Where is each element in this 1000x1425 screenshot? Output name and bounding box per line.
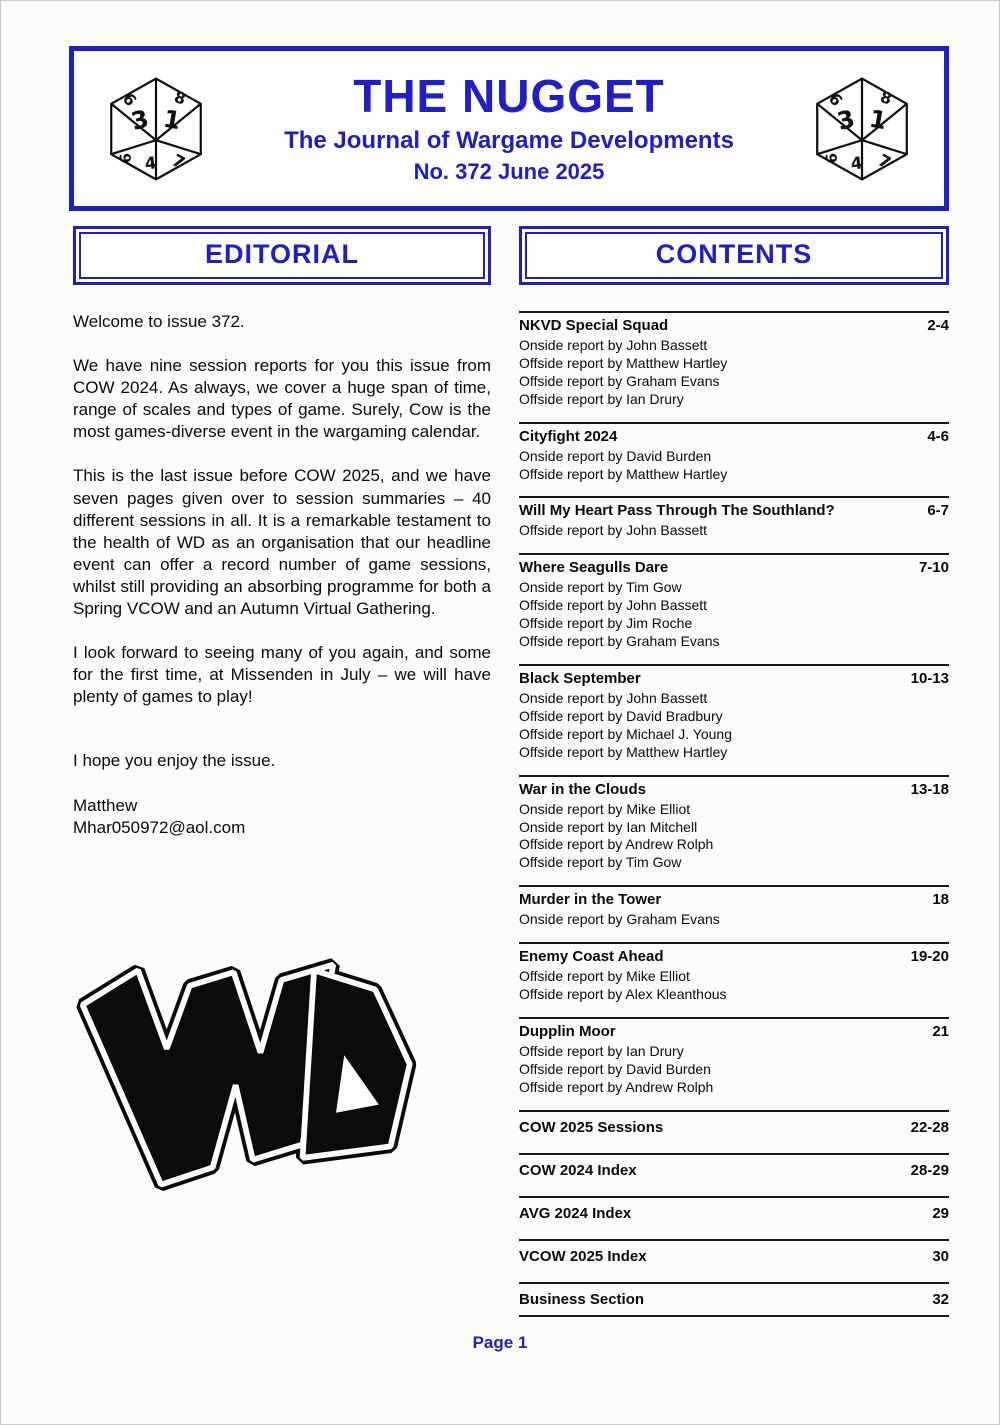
toc-report-line: Onside report by Mike Elliot bbox=[519, 800, 691, 817]
masthead-text bbox=[212, 72, 806, 184]
content-columns bbox=[73, 226, 949, 1317]
toc-entry-pages: 22-28 bbox=[910, 1118, 949, 1136]
wd-logo bbox=[73, 957, 425, 1198]
editorial-body bbox=[73, 311, 491, 839]
signature-email: Mhar050972@aol.com bbox=[73, 817, 246, 837]
masthead bbox=[69, 46, 949, 211]
toc-report-line: Offside report by Andrew Rolph bbox=[519, 1078, 714, 1095]
toc-entry bbox=[519, 1017, 949, 1110]
toc-entry bbox=[519, 422, 949, 497]
toc-report-line: Offside report by John Bassett bbox=[519, 597, 708, 614]
toc-entry-title: VCOW 2025 Index bbox=[519, 1247, 647, 1265]
toc-entry-title: Where Seagulls Dare bbox=[519, 559, 669, 577]
table-of-contents bbox=[519, 311, 949, 1317]
svg-text:9: 9 bbox=[825, 88, 847, 109]
toc-entry-title: NKVD Special Squad bbox=[519, 317, 669, 334]
toc-entry bbox=[519, 496, 949, 553]
svg-text:4: 4 bbox=[849, 151, 864, 173]
toc-report-line: Onside report by Graham Evans bbox=[519, 911, 720, 928]
toc-report-line: Onside report by Ian Mitchell bbox=[519, 818, 698, 835]
toc-entry bbox=[519, 664, 949, 775]
toc-report-line: Offside report by Ian Drury bbox=[519, 1042, 684, 1059]
toc-report-line: Onside report by Tim Gow bbox=[519, 579, 682, 596]
svg-text:8: 8 bbox=[877, 86, 895, 109]
journal-title: THE NUGGET bbox=[353, 70, 665, 123]
toc-report-line: Offside report by Graham Evans bbox=[519, 372, 720, 389]
toc-report-line: Offside report by Alex Kleanthous bbox=[519, 986, 727, 1003]
toc-entry-title: Dupplin Moor bbox=[519, 1022, 616, 1040]
toc-entry-title: AVG 2024 Index bbox=[519, 1204, 632, 1222]
d20-die-left-icon bbox=[100, 73, 212, 185]
toc-entry-pages: 10-13 bbox=[910, 669, 949, 687]
toc-report-line: Offside report by David Burden bbox=[519, 1060, 711, 1077]
toc-entry-title: Enemy Coast Ahead bbox=[519, 948, 664, 966]
svg-text:1: 1 bbox=[161, 103, 183, 135]
toc-entry-pages: 30 bbox=[932, 1247, 949, 1265]
toc-entry bbox=[519, 311, 949, 422]
toc-entry-pages: 32 bbox=[932, 1290, 949, 1308]
svg-text:1: 1 bbox=[867, 103, 889, 135]
page-number: Page 1 bbox=[472, 1332, 528, 1352]
toc-entry-title: Business Section bbox=[519, 1290, 645, 1308]
toc-report-line: Offside report by Matthew Hartley bbox=[519, 354, 728, 371]
toc-entry-pages: 6-7 bbox=[927, 502, 949, 520]
toc-entry bbox=[519, 1110, 949, 1153]
issue-line: No. 372 June 2025 bbox=[413, 158, 605, 184]
toc-entry-title: War in the Clouds bbox=[519, 780, 646, 798]
toc-report-line: Offside report by Tim Gow bbox=[519, 854, 682, 871]
toc-entry bbox=[519, 942, 949, 1017]
contents-heading-box bbox=[519, 226, 949, 285]
toc-entry bbox=[519, 1196, 949, 1239]
toc-report-line: Offside report by Graham Evans bbox=[519, 633, 720, 650]
editorial-paragraph: We have nine session reports for you this issue from COW 2024. As always, we cover a huge span of time, range of scales and types of game. Surely, Cow is the most games-diverse event in the wargaming calendar. bbox=[73, 356, 491, 442]
toc-entry-title: COW 2024 Index bbox=[519, 1161, 637, 1179]
toc-entry-pages: 18 bbox=[932, 891, 949, 909]
toc-entry-title: COW 2025 Sessions bbox=[519, 1118, 664, 1136]
toc-entry bbox=[519, 775, 949, 886]
svg-text:9: 9 bbox=[119, 88, 141, 109]
svg-text:6: 6 bbox=[116, 151, 136, 164]
svg-text:8: 8 bbox=[171, 86, 189, 109]
toc-entry bbox=[519, 1153, 949, 1196]
toc-entry bbox=[519, 1282, 949, 1317]
svg-text:3: 3 bbox=[834, 103, 858, 136]
editorial-heading-box bbox=[73, 226, 491, 285]
toc-report-line: Onside report by David Burden bbox=[519, 447, 712, 464]
toc-report-line: Offside report by Mike Elliot bbox=[519, 968, 690, 985]
toc-report-line: Offside report by Matthew Hartley bbox=[519, 743, 728, 760]
toc-entry-title: Murder in the Tower bbox=[519, 891, 662, 909]
toc-entry-title: Will My Heart Pass Through The Southland? bbox=[519, 502, 835, 520]
contents-heading: CONTENTS bbox=[525, 232, 943, 279]
toc-entry-pages: 19-20 bbox=[910, 948, 949, 966]
toc-entry bbox=[519, 1239, 949, 1282]
editorial-column bbox=[73, 226, 491, 1198]
svg-text:3: 3 bbox=[128, 103, 152, 136]
toc-entry-pages: 28-29 bbox=[910, 1161, 949, 1179]
toc-report-line: Offside report by John Bassett bbox=[519, 522, 708, 539]
toc-entry bbox=[519, 885, 949, 942]
editorial-paragraph: I hope you enjoy the issue. bbox=[73, 751, 276, 771]
toc-entry-title: Cityfight 2024 bbox=[519, 427, 618, 445]
svg-text:7: 7 bbox=[168, 149, 189, 173]
toc-report-line: Offside report by David Bradbury bbox=[519, 707, 723, 724]
toc-report-line: Onside report by John Bassett bbox=[519, 689, 708, 706]
toc-entry-pages: 29 bbox=[932, 1204, 949, 1222]
toc-entry-title: Black September bbox=[519, 669, 641, 687]
editorial-paragraph: This is the last issue before COW 2025, and we have seven pages given over to session summaries – 40 different sessions in all. It is a remarkable testament to the health of WD as an organisation that our headline event can offer a record number of game sessions, whilst still providing an absorbing programme for both a Spring VCOW and an Autumn Virtual Gathering. bbox=[73, 466, 491, 619]
toc-report-line: Offside report by Jim Roche bbox=[519, 615, 693, 632]
toc-report-line: Offside report by Andrew Rolph bbox=[519, 836, 714, 853]
editorial-paragraph: I look forward to seeing many of you again, and some for the first time, at Missenden in July – we will have plenty of games to play! bbox=[73, 643, 491, 707]
signature-name: Matthew bbox=[73, 795, 138, 815]
editorial-heading: EDITORIAL bbox=[79, 232, 485, 279]
toc-entry-pages: 13-18 bbox=[910, 780, 949, 798]
svg-text:4: 4 bbox=[143, 151, 158, 173]
toc-entry-pages: 7-10 bbox=[918, 559, 949, 577]
contents-column bbox=[519, 226, 949, 1317]
toc-entry bbox=[519, 553, 949, 664]
toc-entry-pages: 21 bbox=[932, 1022, 949, 1040]
toc-report-line: Offside report by Matthew Hartley bbox=[519, 465, 728, 482]
toc-report-line: Offside report by Michael J. Young bbox=[519, 725, 732, 742]
editorial-signature bbox=[73, 795, 491, 839]
editorial-paragraph: Welcome to issue 372. bbox=[73, 312, 245, 331]
toc-entry-pages: 4-6 bbox=[927, 427, 949, 445]
toc-entry-pages: 2-4 bbox=[927, 317, 949, 334]
svg-text:6: 6 bbox=[822, 151, 842, 164]
svg-text:7: 7 bbox=[874, 149, 895, 173]
toc-report-line: Offside report by Ian Drury bbox=[519, 390, 684, 407]
d20-die-right-icon bbox=[806, 73, 918, 185]
journal-subtitle: The Journal of Wargame Developments bbox=[284, 126, 734, 154]
toc-report-line: Onside report by John Bassett bbox=[519, 337, 708, 353]
